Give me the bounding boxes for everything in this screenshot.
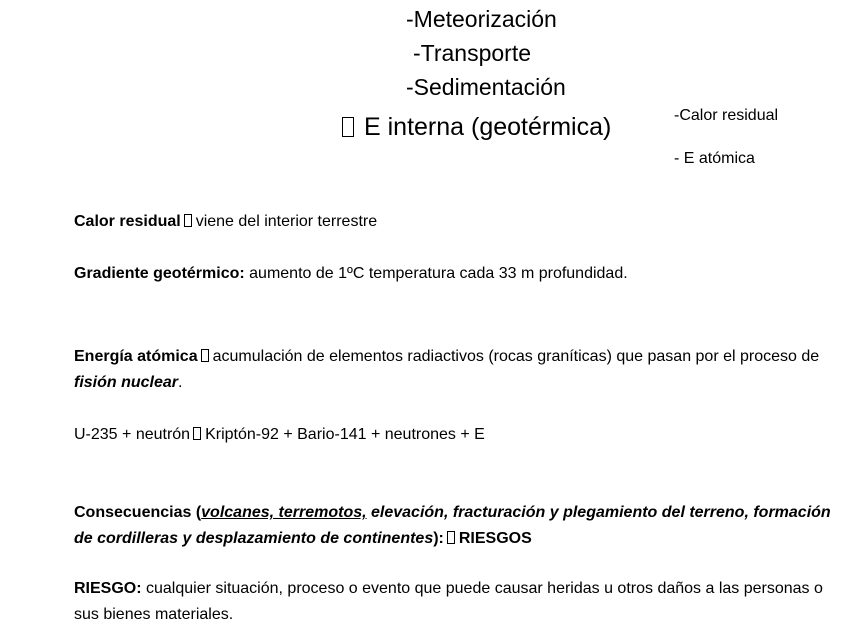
riesgo-paragraph: [74, 576, 844, 628]
energia-atomica-end: .: [178, 374, 183, 391]
energy-type-calor: -Calor residual: [674, 107, 779, 124]
gradiente-term: Gradiente geotérmico:: [74, 265, 245, 282]
reaction-right: Kriptón-92 + Bario-141 + neutrones + E: [205, 426, 485, 443]
gradiente-text: aumento de 1ºC temperatura cada 33 m profundidad.: [244, 265, 628, 282]
missing-glyph-icon: [447, 531, 455, 544]
energy-title: [342, 113, 611, 142]
energia-atomica-text: acumulación de elementos radiactivos (rocas graníticas) que pasan por el proceso de: [212, 348, 820, 365]
missing-glyph-icon: [193, 427, 201, 440]
missing-glyph-icon: [184, 214, 192, 227]
riesgo-text: cualquier situación, proceso o evento que puede causar heridas u otros daños a las personas o sus bienes materiales.: [74, 580, 823, 623]
process-transporte: -Transporte: [413, 40, 532, 66]
energia-atomica-term: Energía atómica: [74, 348, 198, 365]
consecuencias-list: elevación, fracturación y plegamiento del terreno, formación de cordilleras y desplazamiento de continentes: [74, 504, 831, 547]
consecuencias-term: Consecuencias (: [74, 504, 202, 521]
process-sedimentacion: -Sedimentación: [406, 74, 566, 100]
energia-atomica-paragraph: [74, 344, 844, 396]
fision-nuclear-term: fisión nuclear: [74, 374, 179, 391]
process-meteorizacion: -Meteorización: [406, 6, 557, 32]
calor-residual-paragraph: [74, 209, 377, 235]
calor-residual-term: Calor residual: [74, 213, 181, 230]
consecuencias-underlined: volcanes, terremotos,: [201, 504, 367, 521]
reaction-equation: [74, 422, 485, 448]
missing-glyph-icon: [201, 349, 209, 362]
consecuencias-close: ):: [433, 530, 444, 547]
missing-glyph-icon: [342, 117, 354, 137]
energy-type-atomica: - E atómica: [674, 150, 755, 167]
calor-residual-text: viene del interior terrestre: [195, 213, 378, 230]
consecuencias-paragraph: [74, 500, 844, 552]
riesgo-term: RIESGO:: [74, 580, 142, 597]
reaction-left: U-235 + neutrón: [74, 426, 191, 443]
riesgos-label: RIESGOS: [458, 530, 532, 547]
gradiente-paragraph: [74, 261, 628, 287]
energy-title-text: E interna (geotérmica): [364, 113, 612, 141]
